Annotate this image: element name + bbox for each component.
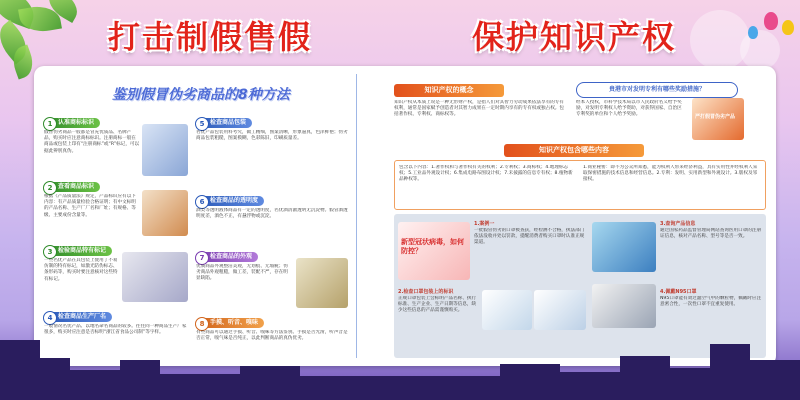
counterfeit-image (122, 252, 188, 302)
headline-graphic (398, 222, 470, 280)
title-right: 保护知识产权 (472, 18, 677, 56)
case-title-4: 4.佩戴N95口罩 (660, 289, 697, 295)
q3-text-a: 包含以下内容：1.著作权和与著作权有关的权利；2.专利权；3.商标权；4.地理标志权；5.工业品外观设计权；6.集成电路布图设计权；7.未披露的信息专有权；8.植物新品种权等。 (399, 165, 573, 183)
section-tag-5 (196, 118, 252, 128)
city-skyline (120, 360, 160, 400)
city-skyline (300, 376, 500, 400)
q2-text: 经本人授权，市科学技术局以市人民政府名义给予奖励，对发明专利权人给予资助，对获得国家、自治区专利奖的单位和个人给予奖励。 (576, 100, 682, 118)
section-number: 2 (43, 181, 57, 195)
q2-heading: 贵港市对发明专利有哪些奖励措施？ (576, 82, 738, 98)
section-tag-1 (44, 118, 100, 128)
section-number: 6 (195, 195, 209, 209)
section-number: 1 (43, 117, 57, 131)
section-number: 7 (195, 251, 209, 265)
case-headline: 新型冠状病毒，如何防控？ (401, 238, 464, 255)
case-text-1: 一批假冒伪劣的口罩被查获，经检测不合格，执法部门依法没收并处以罚款，提醒消费者购买口罩时认准正规渠道。 (474, 228, 585, 246)
city-skyline (0, 340, 40, 400)
case-title-3: 3.查询产品信息 (660, 221, 696, 227)
city-skyline (160, 374, 240, 400)
fake-brand-image (142, 190, 188, 236)
q1-text: 知识产权从本质上说是一种无形财产权，是指人们对其智力劳动成果依法享有的专有权利，通常是国家赋予创造者对其智力成果在一定时期内享有的专有权或独占权。包括著作权、专利权、商标权等。 (394, 100, 564, 118)
section-label: 查看商品标识 (58, 183, 95, 190)
section-tag-3 (44, 246, 112, 256)
section-text-1: 假冒伪劣商品一般都是冒充优质品、名牌产品，购买时应注意商标标识。注册商标一般在商品或包装上印有“注册商标”或“R”标记，可以据此辨别真伪。 (44, 130, 140, 154)
section-label: 检查商品的透明度 (210, 197, 259, 204)
mask-image-1 (482, 290, 532, 330)
case-panel (394, 214, 766, 358)
phone-label: 严打假冒伪劣产品 (695, 114, 736, 120)
case-title-2: 2.检查口罩包装上的标识 (398, 289, 454, 295)
q1-heading: 知识产权的概念 (394, 84, 504, 97)
inspection-image (296, 258, 348, 308)
q3-heading: 知识产权包含哪些内容 (504, 144, 644, 157)
section-text-8: 有些商品可以通过手摸、听音、嗅味等方法鉴别。手摸是否光滑，听声音是否正常，嗅气味是否纯正，以此判断商品的真伪优劣。 (196, 330, 348, 342)
section-number: 3 (43, 245, 57, 259)
section-label: 检查商品的外观 (210, 253, 253, 260)
section-tag-8 (196, 318, 264, 328)
section-label: 检查商品生产厂名 (58, 313, 107, 320)
content-panel (34, 66, 776, 366)
panel-divider (356, 74, 357, 358)
city-skyline (40, 358, 70, 400)
section-text-3: 一些名优产品在其包装上使用了不易仿制的特有标记，如激光防伪标志、条形码等，购买时要注意核对这些特有标记。 (44, 258, 118, 282)
section-text-4: 一般情况名优产品、以地名命名商品的较多。往往同一种商品生产厂家很多，购买时应注意是否标明“浙江省食品公司制”等字样。 (44, 324, 187, 336)
city-skyline (620, 356, 670, 400)
q3-text-b: 1.商业秘密：即不为公众所知悉，能为权利人带来经济利益，具有实用性并经权利人采取保密措施的技术信息和经营信息。2.专利：发明、实用新型和外观设计。3.版权及邻接权。 (583, 165, 758, 183)
magnifier-image (592, 284, 656, 328)
section-text-5: 名优产品包装用料考究，做工精细，图案清晰，形象逼真，色泽鲜艳；伪劣商品包装粗糙，图案模糊，色彩陈旧，印刷质量差。 (196, 130, 348, 142)
case-text-2: 正规口罩包装上会标明产品名称、执行标准、生产企业、生产日期等信息，缺少这些信息的产品需谨慎购买。 (398, 296, 477, 314)
city-skyline (240, 366, 300, 400)
city-skyline (710, 344, 750, 400)
case-title-1: 1.案例一 (474, 221, 495, 227)
section-number: 8 (195, 317, 209, 331)
section-label: 检查商品包装 (210, 119, 247, 126)
city-skyline (750, 360, 800, 400)
q3-box (394, 160, 766, 210)
section-number: 4 (43, 311, 57, 325)
section-label: 检验商品特有标记 (58, 247, 107, 254)
case-text-4: N95口罩能有效过滤空气中的颗粒物，佩戴时应注意密合性，一次性口罩不宜重复使用。 (660, 296, 762, 308)
section-label: 手摸、听音、嗅味 (210, 319, 259, 326)
section-text-2: 根据《产品质量法》规定，产品标识应有以下内容：有产品质量检验合格证明；有中文标明的产品名称、生产厂厂名和厂址；有规格、等级、主要成份含量等。 (44, 194, 136, 218)
section-tag-4 (44, 312, 112, 322)
section-number: 5 (195, 117, 209, 131)
case-text-3: 通过国家药品监督管理局网站查询医用口罩的注册证信息，核对产品名称、型号等是否一致。 (660, 228, 762, 240)
poster-title (0, 6, 800, 54)
title-left: 打击制假售假 (108, 18, 313, 56)
city-skyline (670, 368, 710, 400)
city-skyline (560, 372, 620, 400)
product-images (142, 124, 188, 176)
mask-image-2 (534, 290, 586, 330)
mask-product-image (592, 222, 656, 272)
section-tag-6 (196, 196, 264, 206)
city-skyline (70, 370, 120, 400)
phone-illustration (692, 98, 744, 140)
section-tag-2 (44, 182, 100, 192)
city-skyline (500, 364, 560, 400)
section-text-7: 优质商品外观整洁美观，无划痕、无瑕疵；伪劣商品外观粗糙，做工差，装配不严，存在明显缺陷。 (196, 264, 288, 282)
section-tag-7 (196, 252, 258, 262)
section-label: 认准商标标识 (58, 119, 95, 126)
section-text-6: 酒类等透明液体商品有一定的透明度，名优酒清澈透明无沉淀物。假冒酒透明度差，酒色不正，有悬浮物或沉淀。 (196, 208, 348, 220)
left-heading: 鉴别假冒伪劣商品的8种方法 (112, 87, 290, 103)
